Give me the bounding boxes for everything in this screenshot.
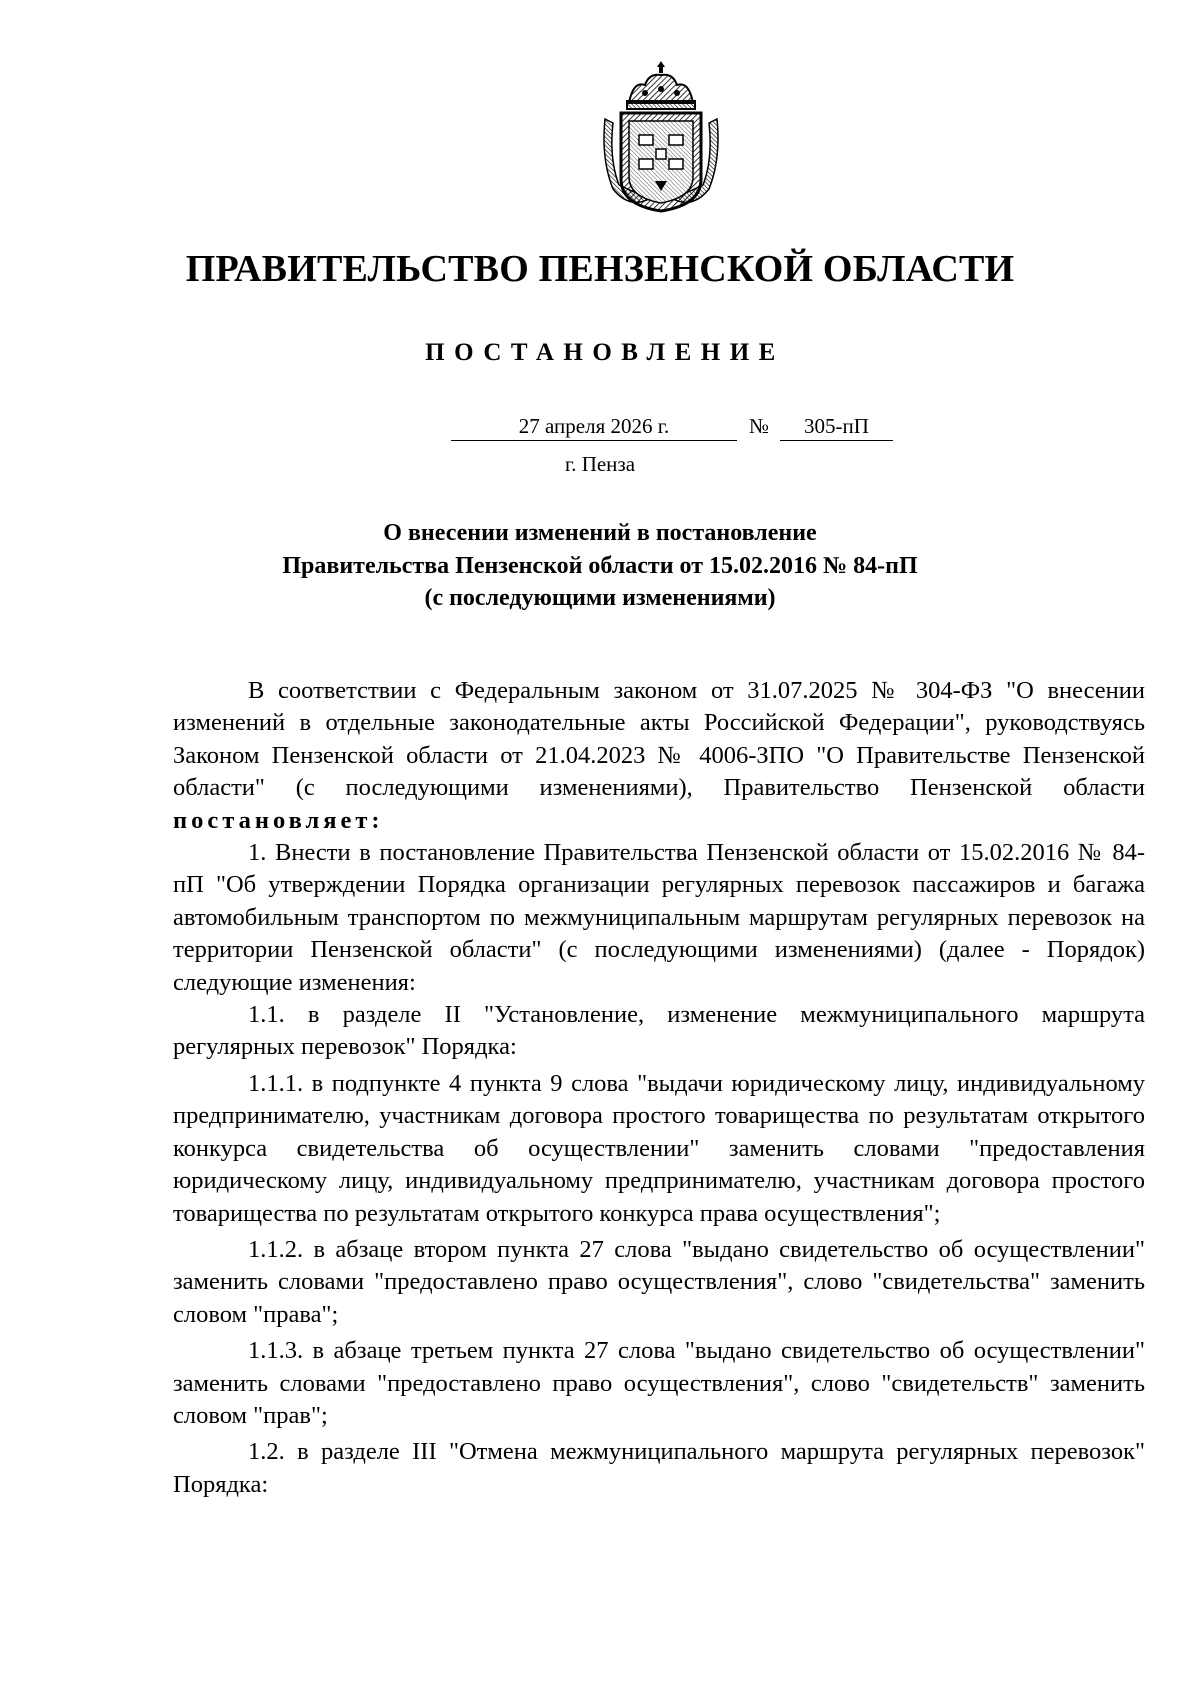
document-city: г. Пенза: [564, 452, 636, 476]
paragraph-1-1: 1.1. в разделе II "Установление, изменение межмуниципального маршрута регулярных перевозок" Порядка:: [173, 1001, 1145, 1061]
document-type: ПОСТАНОВЛЕНИЕ: [425, 339, 785, 366]
preamble-decides: постановляет:: [173, 806, 384, 834]
paragraph-1-2: 1.2. в разделе III "Отмена межмуниципального маршрута регулярных перевозок" Порядка:: [173, 1438, 1145, 1498]
coat-of-arms-icon: [599, 59, 723, 217]
document-body: [173, 675, 1145, 1501]
subject-line-1: О внесении изменений в постановление: [383, 520, 817, 546]
number-sign: №: [748, 414, 770, 438]
document-date: 27 апреля 2026 г.: [451, 412, 737, 441]
paragraph-1: 1. Внести в постановление Правительства Пензенской области от 15.02.2016 № 84-пП "Об утверждении Порядка организации регулярных перевозок пассажиров и багажа автомобильным транспортом по межмуниципальным маршрутам регулярных перевозок на территории Пензенской области" (с последующими изменениями) (далее - Порядок) следующие изменения:: [173, 839, 1145, 996]
organization-title: ПРАВИТЕЛЬСТВО ПЕНЗЕНСКОЙ ОБЛАСТИ: [185, 248, 1015, 290]
preamble-text: В соответствии с Федеральным законом от 31.07.2025 № 304-ФЗ "О внесении изменений в отдельные законодательные акты Российской Федерации", руководствуясь Законом Пензенской области от 21.04.2023 № 4006-ЗПО "О Правительстве Пензенской области" (с последующими изменениями), Правительство Пензенской области: [173, 677, 1145, 802]
document-number: 305-пП: [780, 412, 893, 441]
paragraph-1-1-2: 1.1.2. в абзаце втором пункта 27 слова "выдано свидетельство об осуществлении" заменить словами "предоставлено право осуществления", слово "свидетельства" заменить словом "права";: [173, 1235, 1145, 1328]
preamble-paragraph: [173, 675, 1145, 837]
subject-line-3: (с последующими изменениями): [424, 585, 776, 611]
paragraph-1-1-3: 1.1.3. в абзаце третьем пункта 27 слова "выдано свидетельство об осуществлении" заменить словами "предоставлено право осуществления", слово "свидетельств" заменить словом "прав";: [173, 1337, 1145, 1429]
document-subject: [0, 517, 1200, 615]
subject-line-2: Правительства Пензенской области от 15.02.2016 № 84-пП: [282, 552, 918, 579]
paragraph-1-1-1: 1.1.1. в подпункте 4 пункта 9 слова "выдачи юридическому лицу, индивидуальному предпринимателю, участникам договора простого товарищества по результатам открытого конкурса свидетельства об осуществлении" заменить словами "предоставления юридическому лицу, индивидуальному предпринимателю, участникам договора простого товарищества по результатам открытого конкурса права осуществления";: [173, 1069, 1145, 1227]
